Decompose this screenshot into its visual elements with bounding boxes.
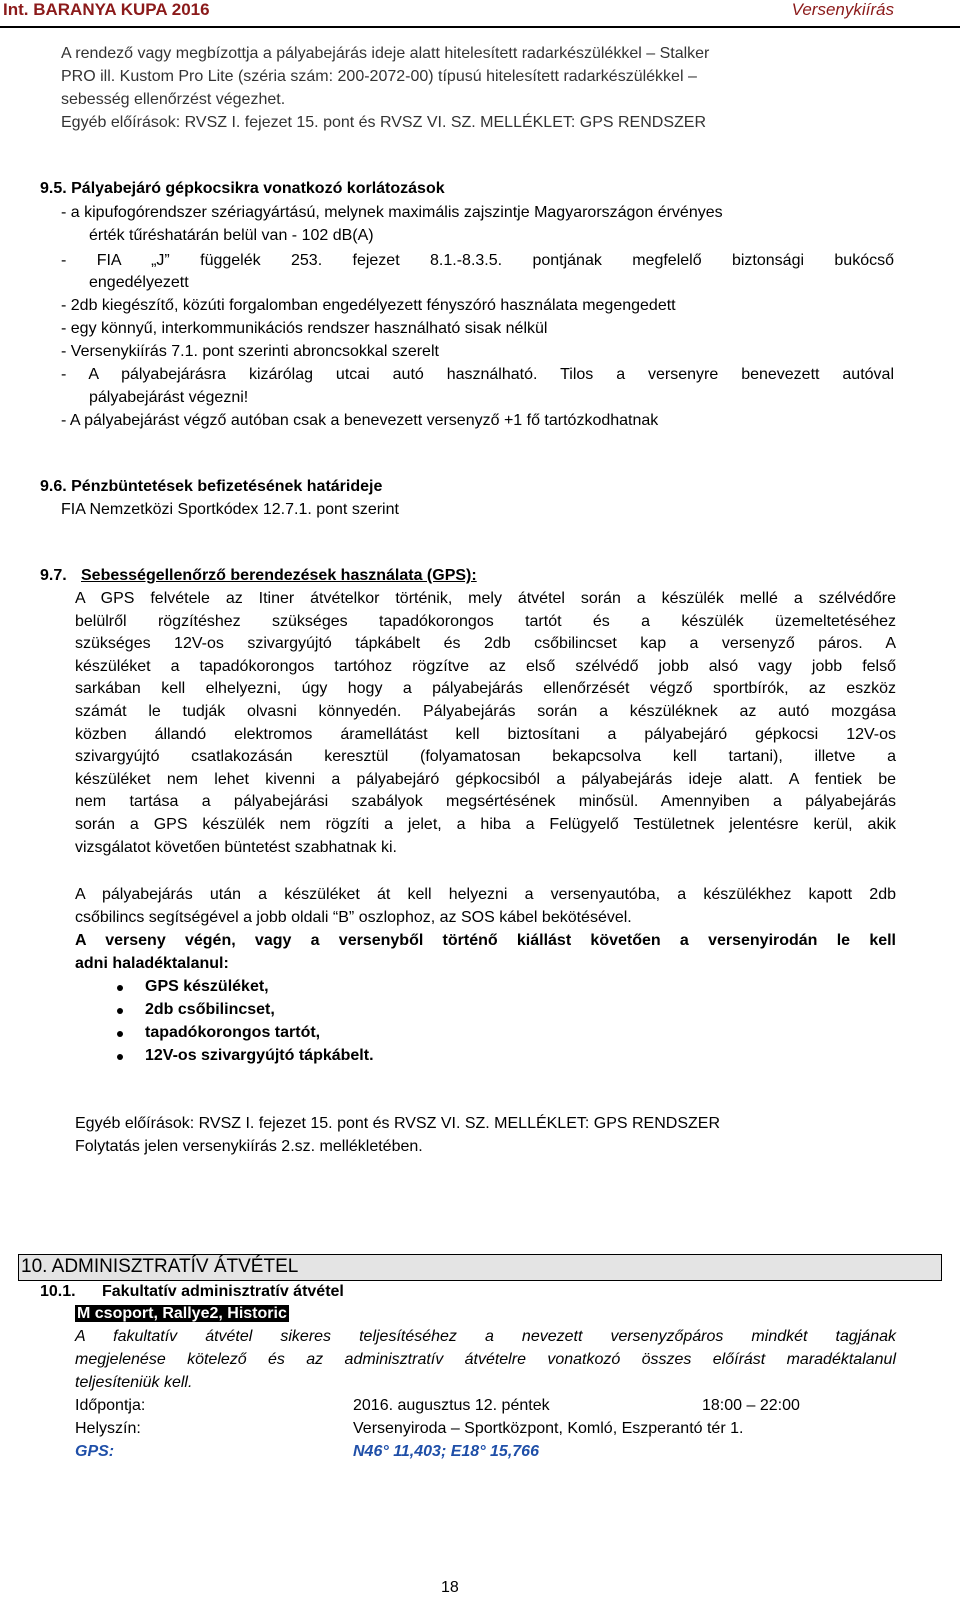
time-hours: 18:00 – 22:00 bbox=[702, 1397, 800, 1414]
radar-line-1: A rendező vagy megbízottja a pályabejárás ideje alatt hitelesített radarkészülékkel – Stalker bbox=[61, 45, 710, 62]
gps-paragraph-line: nem tartása a pályabejárási szabályok megsértésének minősül. Amennyiben a pályabejárás bbox=[75, 793, 896, 810]
section-9-6-text: FIA Nemzetközi Sportkódex 12.7.1. pont szerint bbox=[61, 501, 399, 518]
group-label bbox=[75, 1304, 289, 1324]
page-header bbox=[0, 0, 960, 28]
group-label-text: M csoport, Rallye2, Historic bbox=[77, 1305, 287, 1322]
section-9-7-title: Sebességellenőrző berendezések használata (GPS): bbox=[81, 567, 477, 584]
gps-paragraph-line: készüléket a tapadókorongos tartóhoz rögzítve az első szélvédő jobb alsó vagy jobb felső bbox=[75, 658, 896, 675]
list-item: 12V-os szivargyújtó tápkábelt. bbox=[145, 1047, 374, 1064]
page-number: 18 bbox=[441, 1579, 459, 1596]
section-9-6-title: 9.6. Pénzbüntetések befizetésének határideje bbox=[40, 478, 383, 495]
gps-return-bold-2: adni haladéktalanul: bbox=[75, 955, 229, 972]
s95-line: érték tűréshatárán belül van - 102 dB(A) bbox=[89, 227, 374, 244]
header-event-title: Int. BARANYA KUPA 2016 bbox=[3, 0, 210, 19]
place-label: Helyszín: bbox=[75, 1420, 141, 1437]
gps-paragraph-line: számát le tudják olvasni könnyedén. Pályabejárás során a készüléknek az autó mozgása bbox=[75, 703, 896, 720]
bullet-icon bbox=[117, 1054, 123, 1060]
list-item: GPS készüléket, bbox=[145, 978, 269, 995]
header-doc-type: Versenykiírás bbox=[791, 0, 894, 19]
radar-line-3: sebesség ellenőrzést végezhet. bbox=[61, 91, 286, 108]
radar-line-4: Egyéb előírások: RVSZ I. fejezet 15. pont és RVSZ VI. SZ. MELLÉKLET: GPS RENDSZER bbox=[61, 114, 707, 131]
gps-return-line-2: csőbilincs segítségével a jobb oldali “B” oszlophoz, az SOS kábel bekötésével. bbox=[75, 909, 632, 926]
section-9-5-title: 9.5. Pályabejáró gépkocsikra vonatkozó korlátozások bbox=[40, 180, 445, 197]
continuation-note: Folytatás jelen versenykiírás 2.sz. mellékletében. bbox=[75, 1138, 423, 1155]
other-rules: Egyéb előírások: RVSZ I. fejezet 15. pont és RVSZ VI. SZ. MELLÉKLET: GPS RENDSZER bbox=[75, 1115, 721, 1132]
bullet-icon bbox=[117, 1008, 123, 1014]
time-date: 2016. augusztus 12. péntek bbox=[353, 1397, 550, 1414]
section-10-1-title: Fakultatív adminisztratív átvétel bbox=[102, 1283, 344, 1300]
s95-line: - 2db kiegészítő, közúti forgalomban engedélyezett fényszóró használata megengedett bbox=[61, 297, 676, 314]
list-item: tapadókorongos tartót, bbox=[145, 1024, 321, 1041]
bullet-icon bbox=[117, 1031, 123, 1037]
intro-line-2: megjelenése kötelező és az adminisztratív átvételre vonatkozó összes előírást maradéktalanul bbox=[75, 1351, 896, 1368]
s95-line: pályabejárást végezni! bbox=[89, 389, 249, 406]
section-10-1-number: 10.1. bbox=[40, 1283, 76, 1300]
s95-line: - egy könnyű, interkommunikációs rendszer használható sisak nélkül bbox=[61, 320, 548, 337]
time-label: Időpontja: bbox=[75, 1397, 146, 1414]
bullet-icon bbox=[117, 985, 123, 991]
gps-coordinates: N46° 11,403; E18° 15,766 bbox=[353, 1443, 539, 1460]
section-10-title: 10. ADMINISZTRATÍV ÁTVÉTEL bbox=[21, 1256, 299, 1277]
gps-paragraph-line: szivargyújtó csatlakozásán keresztül (folyamatosan bekapcsolva kell tartani), illetve a bbox=[75, 748, 896, 765]
gps-paragraph-line: sarkában kell elhelyezni, úgy hogy a pályabejárás ellenőrzését végző sportbírók, az eszköz bbox=[75, 680, 896, 697]
gps-paragraph-line: A GPS felvétele az Itiner átvételkor történik, mely átvétel során a készülék mellé a szélvédőre bbox=[75, 590, 896, 607]
gps-paragraph-line: belülről rögzítéshez szükséges tapadókorongos tartót és a készülék üzemeltetéséhez bbox=[75, 613, 896, 630]
s95-line: - A pályabejárásra kizárólag utcai autó használható. Tilos a versenyre benevezett autóval bbox=[61, 366, 894, 383]
gps-paragraph-line: vizsgálatot követően büntetést szabhatnak ki. bbox=[75, 839, 397, 856]
place-value: Versenyiroda – Sportközpont, Komló, Eszperantó tér 1. bbox=[353, 1420, 744, 1437]
gps-label: GPS: bbox=[75, 1443, 115, 1460]
gps-return-line-1: A pályabejárás után a készüléket át kell helyezni a versenyautóba, a készülékhez kapott 2db bbox=[75, 886, 896, 903]
s95-line: - a kipufogórendszer szériagyártású, melynek maximális zajszintje Magyarországon érvényes bbox=[61, 204, 723, 221]
gps-paragraph-line: során a GPS készülék nem rögzíti a jelet, a hiba a Felügyelő Testületnek jelentésre kerül, akik bbox=[75, 816, 896, 833]
intro-line-3: teljesíteniük kell. bbox=[75, 1374, 193, 1391]
s95-line: - FIA „J” függelék 253. fejezet 8.1.-8.3.5. pontjának megfelelő biztonsági bukócső bbox=[61, 252, 894, 269]
gps-paragraph-line: szükséges 12V-os szivargyújtó tápkábelt és 2db csőbilincset kap a versenyző páros. A bbox=[75, 635, 896, 652]
s95-line: - A pályabejárást végző autóban csak a benevezett versenyző +1 fő tartózkodhatnak bbox=[61, 412, 659, 429]
section-9-7-number: 9.7. bbox=[40, 567, 67, 584]
gps-paragraph-line: közben állandó elektromos áramellátást kell biztosítani a pályabejáró gépkocsi 12V-os bbox=[75, 726, 896, 743]
intro-line-1: A fakultatív átvétel sikeres teljesítéséhez a nevezett versenyzőpáros mindkét tagjának bbox=[75, 1328, 896, 1345]
list-item: 2db csőbilincset, bbox=[145, 1001, 275, 1018]
radar-line-2: PRO ill. Kustom Pro Lite (széria szám: 200-2072-00) típusú hitelesített radarkészülékkel – bbox=[61, 68, 697, 85]
s95-line: - Versenykiírás 7.1. pont szerinti abroncsokkal szerelt bbox=[61, 343, 439, 360]
gps-return-bold-1: A verseny végén, vagy a versenyből történő kiállást követően a versenyirodán le kell bbox=[75, 932, 896, 949]
gps-paragraph-line: készüléket nem lehet kivenni a pályabejáró gépkocsiból a pályabejárás ideje alatt. A fentiek be bbox=[75, 771, 896, 788]
s95-line: engedélyezett bbox=[89, 274, 189, 291]
